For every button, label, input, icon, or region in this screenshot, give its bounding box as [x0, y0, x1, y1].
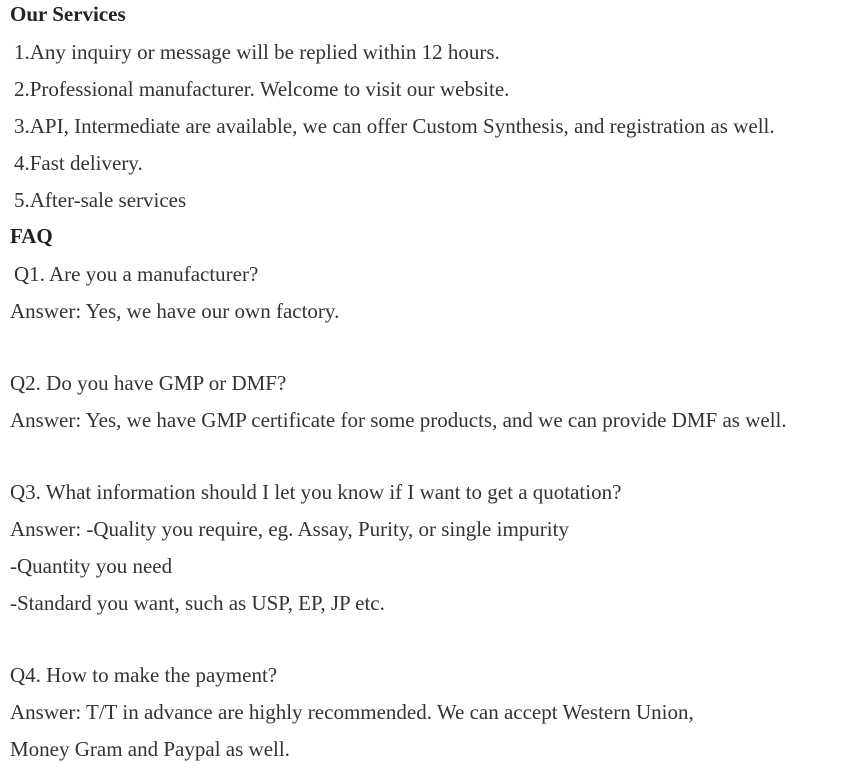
service-item-3: 3.API, Intermediate are available, we can offer Custom Synthesis, and registration as well. [14, 114, 775, 138]
faq-q1-answer: Answer: Yes, we have our own factory. [10, 299, 340, 323]
service-item-4: 4.Fast delivery. [14, 151, 143, 175]
spacer [10, 333, 856, 368]
faq-q2-question: Q2. Do you have GMP or DMF? [10, 371, 287, 395]
faq-q3-answer-line-2: -Quantity you need [10, 554, 173, 578]
service-item-2: 2.Professional manufacturer. Welcome to visit our website. [14, 77, 510, 101]
spacer [10, 442, 856, 477]
faq-q3-answer-line-1: Answer: -Quality you require, eg. Assay, Purity, or single impurity [10, 517, 569, 541]
faq-q3-question: Q3. What information should I let you know if I want to get a quotation? [10, 480, 622, 504]
service-item-5: 5.After-sale services [14, 188, 187, 212]
spacer [10, 625, 856, 660]
faq-q4-question: Q4. How to make the payment? [10, 663, 278, 687]
faq-q4-answer-line-2: Money Gram and Paypal as well. [10, 737, 290, 761]
faq-q1-question: Q1. Are you a manufacturer? [14, 262, 259, 286]
faq-q2-answer: Answer: Yes, we have GMP certificate for some products, and we can provide DMF as well. [10, 408, 787, 432]
service-item-1: 1.Any inquiry or message will be replied within 12 hours. [14, 40, 500, 64]
faq-heading: FAQ [10, 224, 53, 248]
document-body [10, 0, 856, 771]
faq-q3-answer-line-3: -Standard you want, such as USP, EP, JP etc. [10, 591, 385, 615]
services-heading: Our Services [10, 2, 126, 26]
faq-q4-answer-line-1: Answer: T/T in advance are highly recommended. We can accept Western Union, [10, 700, 694, 724]
